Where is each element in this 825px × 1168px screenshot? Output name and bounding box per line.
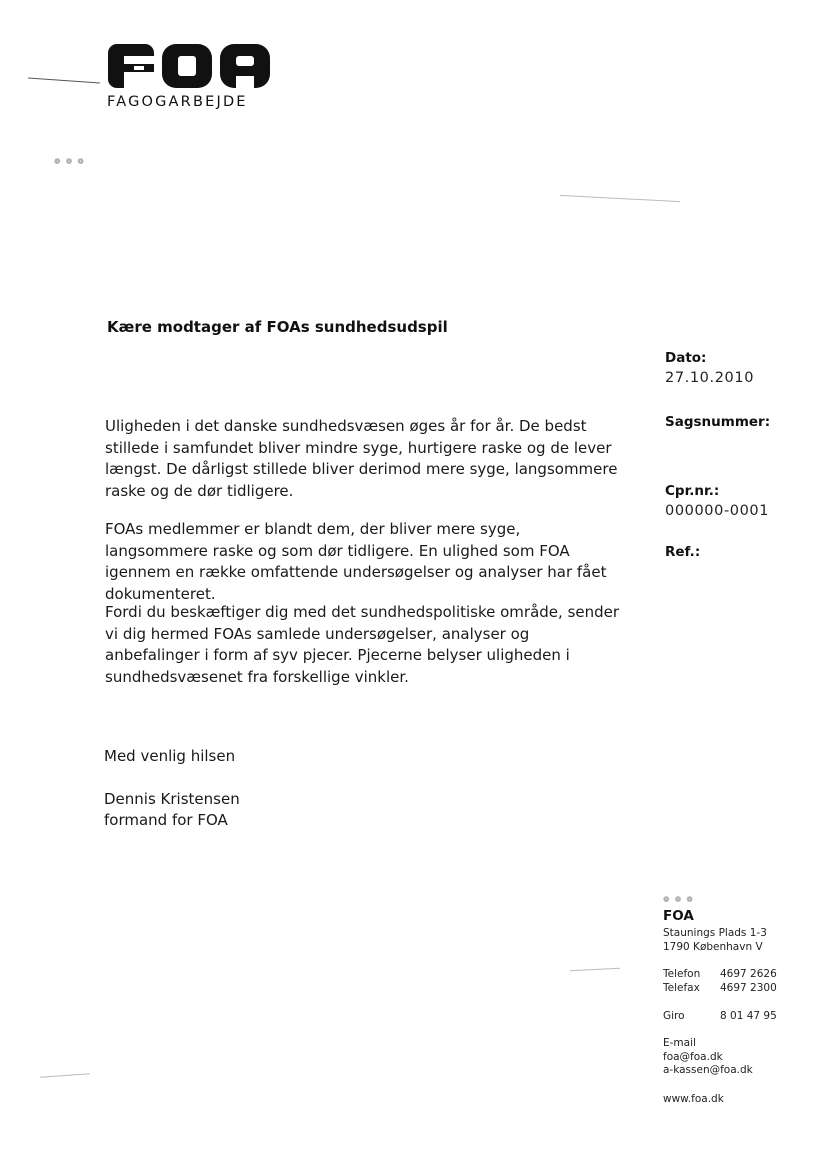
ref-label: Ref.:	[665, 544, 701, 560]
scan-mark-line	[570, 968, 620, 972]
scan-mark-line	[40, 1073, 90, 1077]
footer-website[interactable]: www.foa.dk	[663, 1093, 724, 1105]
decorative-dots-icon: ❁❁❁	[663, 895, 699, 904]
case-number-label: Sagsnummer:	[665, 414, 771, 430]
footer-phones	[663, 968, 777, 995]
scan-mark-line	[28, 77, 100, 83]
body-paragraph-1: Uligheden i det danske sundhedsvæsen øges år for år. De bedst stillede i samfundet bliver mindre syge, hurtigere raske og de lever længst. De dårligst stillede bliver derimod mere syge, langsommere raske og de dør tidligere.	[105, 417, 618, 500]
address-line-1: Staunings Plads 1-3	[663, 927, 767, 939]
email-address-1[interactable]: foa@foa.dk	[663, 1050, 723, 1063]
decorative-dots-icon: ❁❁❁	[54, 157, 90, 166]
foa-logo	[106, 42, 272, 110]
signer-name: Dennis Kristensen	[104, 790, 240, 808]
body-paragraph-3: Fordi du beskæftiger dig med det sundhedspolitiske område, sender vi dig hermed FOAs samlede undersøgelser, analyser og anbefalinger i form af syv pjecer. Pjecerne belyser uligheden i sundhedsvæsenet fra forskellige vinkler.	[105, 603, 620, 686]
email-address-2[interactable]: a-kassen@foa.dk	[663, 1064, 753, 1076]
date-label: Dato:	[665, 350, 707, 366]
cpr-value: 000000-0001	[665, 503, 770, 519]
giro-value: 8 01 47 95	[720, 1010, 777, 1022]
phone-value: 4697 2626	[720, 968, 777, 980]
date-value: 27.10.2010	[665, 370, 755, 386]
footer-org: FOA	[663, 908, 694, 924]
giro-label: Giro	[663, 1010, 685, 1022]
foa-logo-mark	[106, 42, 272, 90]
footer-giro	[663, 1010, 777, 1024]
footer-email	[663, 1037, 753, 1078]
closing: Med venlig hilsen	[104, 747, 236, 765]
signer-title: formand for FOA	[104, 811, 228, 829]
body-paragraph-2: FOAs medlemmer er blandt dem, der bliver mere syge, langsommere raske og som dør tidligere. En ulighed som FOA igennem en række omfattende undersøgelser og analyser har fået dokumenteret.	[105, 520, 607, 603]
address-line-2: 1790 København V	[663, 940, 763, 953]
logo-tagline: FAGOGARBEJDE	[107, 94, 248, 110]
email-label: E-mail	[663, 1037, 696, 1049]
fax-label: Telefax	[663, 981, 700, 994]
cpr-label: Cpr.nr.:	[665, 483, 720, 499]
scan-mark-line	[560, 195, 680, 202]
phone-label: Telefon	[663, 968, 701, 980]
footer-address	[663, 927, 767, 954]
fax-value: 4697 2300	[720, 981, 777, 994]
salutation: Kære modtager af FOAs sundhedsudspil	[107, 318, 448, 336]
